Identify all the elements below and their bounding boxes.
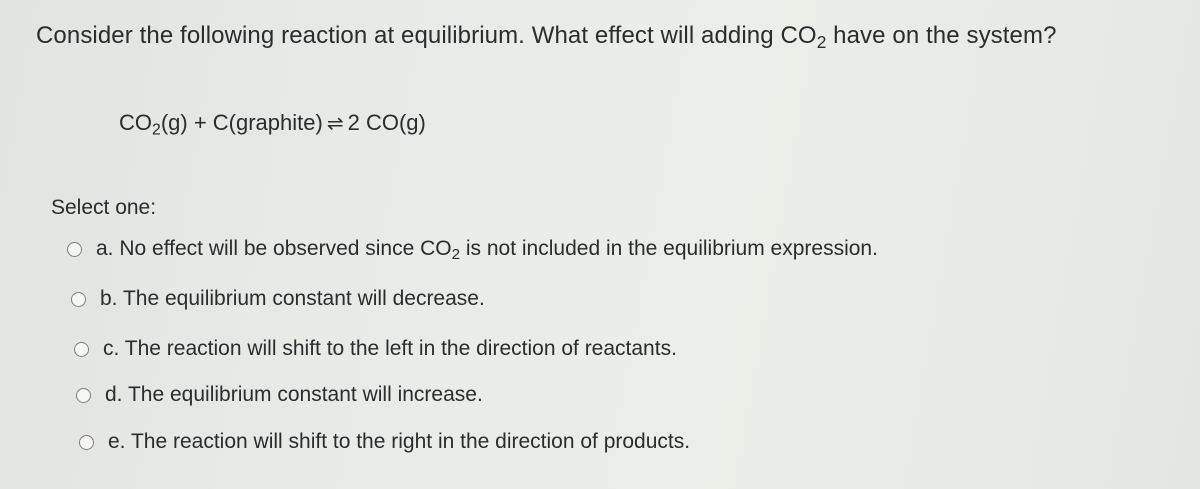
option-b-radio[interactable] bbox=[71, 292, 86, 307]
option-d-label: d. The equilibrium constant will increase. bbox=[105, 383, 483, 406]
option-b-label: b. The equilibrium constant will decrease. bbox=[100, 287, 485, 310]
option-e-label: e. The reaction will shift to the right in the direction of products. bbox=[108, 430, 691, 453]
select-one-label: Select one: bbox=[51, 196, 157, 219]
option-c-label: c. The reaction will shift to the left in the direction of reactants. bbox=[103, 337, 677, 360]
option-e[interactable] bbox=[79, 430, 690, 454]
option-a-text-end: is not included in the equilibrium expression. bbox=[460, 237, 878, 260]
option-b[interactable] bbox=[71, 287, 485, 311]
option-c-radio[interactable] bbox=[74, 342, 89, 357]
question-text bbox=[36, 22, 1057, 50]
equilibrium-arrow-icon: ⇌ bbox=[326, 113, 344, 135]
question-text-start: Consider the following reaction at equilibrium. What effect will adding CO bbox=[36, 22, 817, 49]
question-subscript: 2 bbox=[816, 31, 827, 52]
equation-reactant-co: CO bbox=[119, 110, 152, 135]
reaction-equation bbox=[119, 110, 426, 139]
option-d[interactable] bbox=[76, 383, 483, 407]
option-c[interactable] bbox=[74, 337, 677, 361]
option-a-subscript: 2 bbox=[451, 246, 461, 264]
question-text-end: have on the system? bbox=[826, 22, 1057, 49]
option-a[interactable] bbox=[67, 237, 878, 264]
option-a-text-start: a. No effect will be observed since CO bbox=[96, 237, 452, 260]
equation-subscript: 2 bbox=[152, 121, 161, 139]
equation-reactants-rest: (g) + C(graphite) bbox=[160, 110, 323, 135]
option-e-radio[interactable] bbox=[79, 435, 94, 450]
option-d-radio[interactable] bbox=[76, 388, 91, 403]
option-a-label bbox=[96, 237, 878, 264]
option-a-radio[interactable] bbox=[67, 242, 82, 257]
equation-products: 2 CO(g) bbox=[347, 110, 426, 135]
